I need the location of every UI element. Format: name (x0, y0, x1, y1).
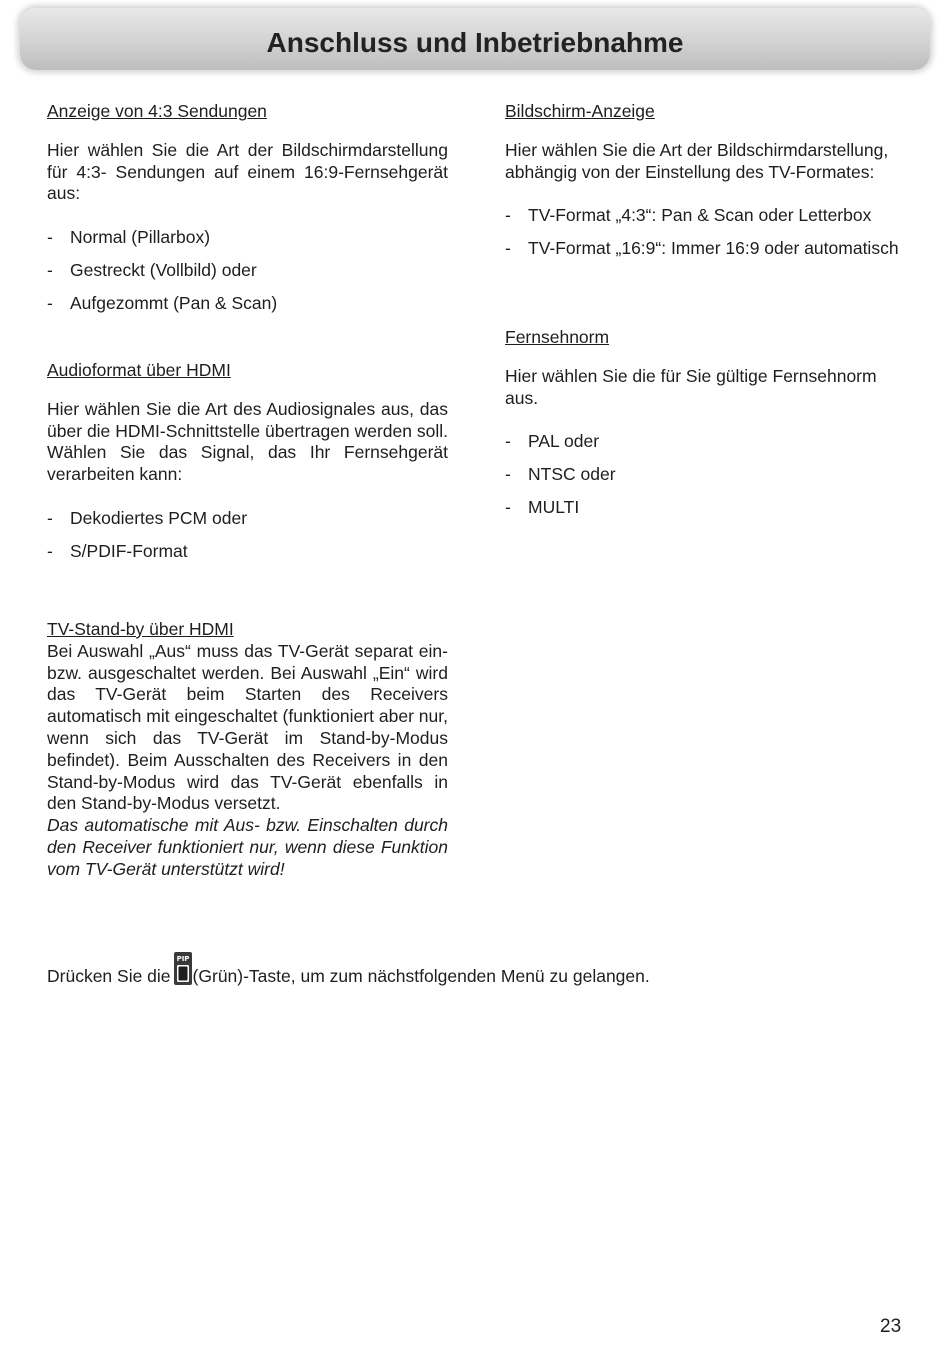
list-item (505, 431, 905, 453)
page-number: 23 (880, 1316, 902, 1337)
dash-mark: - (505, 205, 511, 226)
section-note: Das automatische mit Aus- bzw. Einschalten durch den Receiver funktioniert nur, wenn diese Funktion vom TV-Gerät unterstützt wird! (47, 815, 448, 879)
section-anzeige-43 (47, 101, 448, 315)
list-item (47, 260, 448, 282)
dash-mark: - (505, 431, 511, 452)
section-fernsehnorm (505, 327, 905, 519)
list-item-text: Dekodiertes PCM oder (70, 507, 248, 528)
page-title: Anschluss und Inbetriebnahme (266, 27, 684, 58)
list-item-text: PAL oder (528, 431, 600, 452)
pip-green-key-icon (174, 952, 192, 985)
dash-mark: - (47, 507, 53, 528)
list-item (505, 205, 905, 227)
list-item (505, 497, 905, 519)
footer-instruction (47, 952, 847, 988)
dash-mark: - (505, 496, 511, 517)
dash-mark: - (47, 540, 53, 561)
pip-key-label: PIP (176, 955, 189, 963)
list-item-text: Gestreckt (Vollbild) oder (70, 259, 257, 280)
dash-mark: - (47, 259, 53, 280)
dash-mark: - (47, 227, 53, 248)
list-item-text: Normal (Pillarbox) (70, 227, 211, 248)
section-body: Hier wählen Sie die Art der Bildschirmdarstellung, abhängig von der Einstellung des TV-Formates: (505, 139, 889, 182)
option-list (47, 508, 448, 563)
list-item (47, 508, 448, 530)
instruction-text-after: (Grün)-Taste, um zum nächstfolgenden Menü zu gelangen. (192, 966, 650, 986)
list-item (505, 464, 905, 486)
section-heading: Fernsehnorm (505, 327, 610, 347)
section-heading: Anzeige von 4:3 Sendungen (47, 101, 267, 121)
list-item-text: S/PDIF-Format (70, 540, 188, 561)
list-item-text: MULTI (528, 496, 580, 517)
dash-mark: - (47, 292, 53, 313)
dash-mark: - (505, 464, 511, 485)
list-item-text: TV-Format „16:9“: Immer 16:9 oder automatisch (528, 238, 899, 259)
section-bildschirm-anzeige (505, 101, 905, 260)
section-body: Hier wählen Sie die Art der Bildschirmdarstellung für 4:3- Sendungen auf einem 16:9-Fernsehgerät aus: (47, 139, 448, 204)
section-heading: Bildschirm-Anzeige (505, 101, 655, 121)
section-body: Hier wählen Sie die für Sie gültige Fernsehnorm aus. (505, 365, 877, 408)
section-heading: TV-Stand-by über HDMI (47, 619, 234, 639)
list-item-text: TV-Format „4:3“: Pan & Scan oder Letterbox (528, 205, 872, 226)
list-item (505, 238, 905, 260)
list-item-text: NTSC oder (528, 464, 616, 485)
option-list (505, 205, 905, 260)
section-audioformat-hdmi (47, 360, 448, 563)
list-item (47, 227, 448, 249)
header-bar (20, 8, 930, 70)
dash-mark: - (505, 238, 511, 259)
option-list (47, 227, 448, 314)
list-item-text: Aufgezommt (Pan & Scan) (70, 292, 278, 313)
section-body: Hier wählen Sie die Art des Audiosignales aus, das über die HDMI-Schnittstelle übertragen werden soll. Wählen Sie das Signal, das Ihr Fernsehgerät verarbeiten kann: (47, 398, 448, 485)
section-body: Bei Auswahl „Aus“ muss das TV-Gerät separat ein- bzw. ausgeschaltet werden. Bei Auswahl „Ein“ wird das TV-Gerät beim Starten des Receivers automatisch mit eingeschaltet (funktioniert aber nur, wenn sich das TV-Gerät im Stand-by-Modus befindet). Beim Ausschalten des Receivers in den Stand-by-Modus wird das TV-Gerät ebenfalls in den Stand-by-Modus versetzt. (47, 640, 448, 814)
section-tv-standby-hdmi (47, 619, 448, 881)
instruction-text-before: Drücken Sie die (47, 966, 171, 986)
section-heading: Audioformat über HDMI (47, 360, 231, 380)
list-item (47, 293, 448, 315)
list-item (47, 541, 448, 563)
option-list (505, 431, 905, 518)
